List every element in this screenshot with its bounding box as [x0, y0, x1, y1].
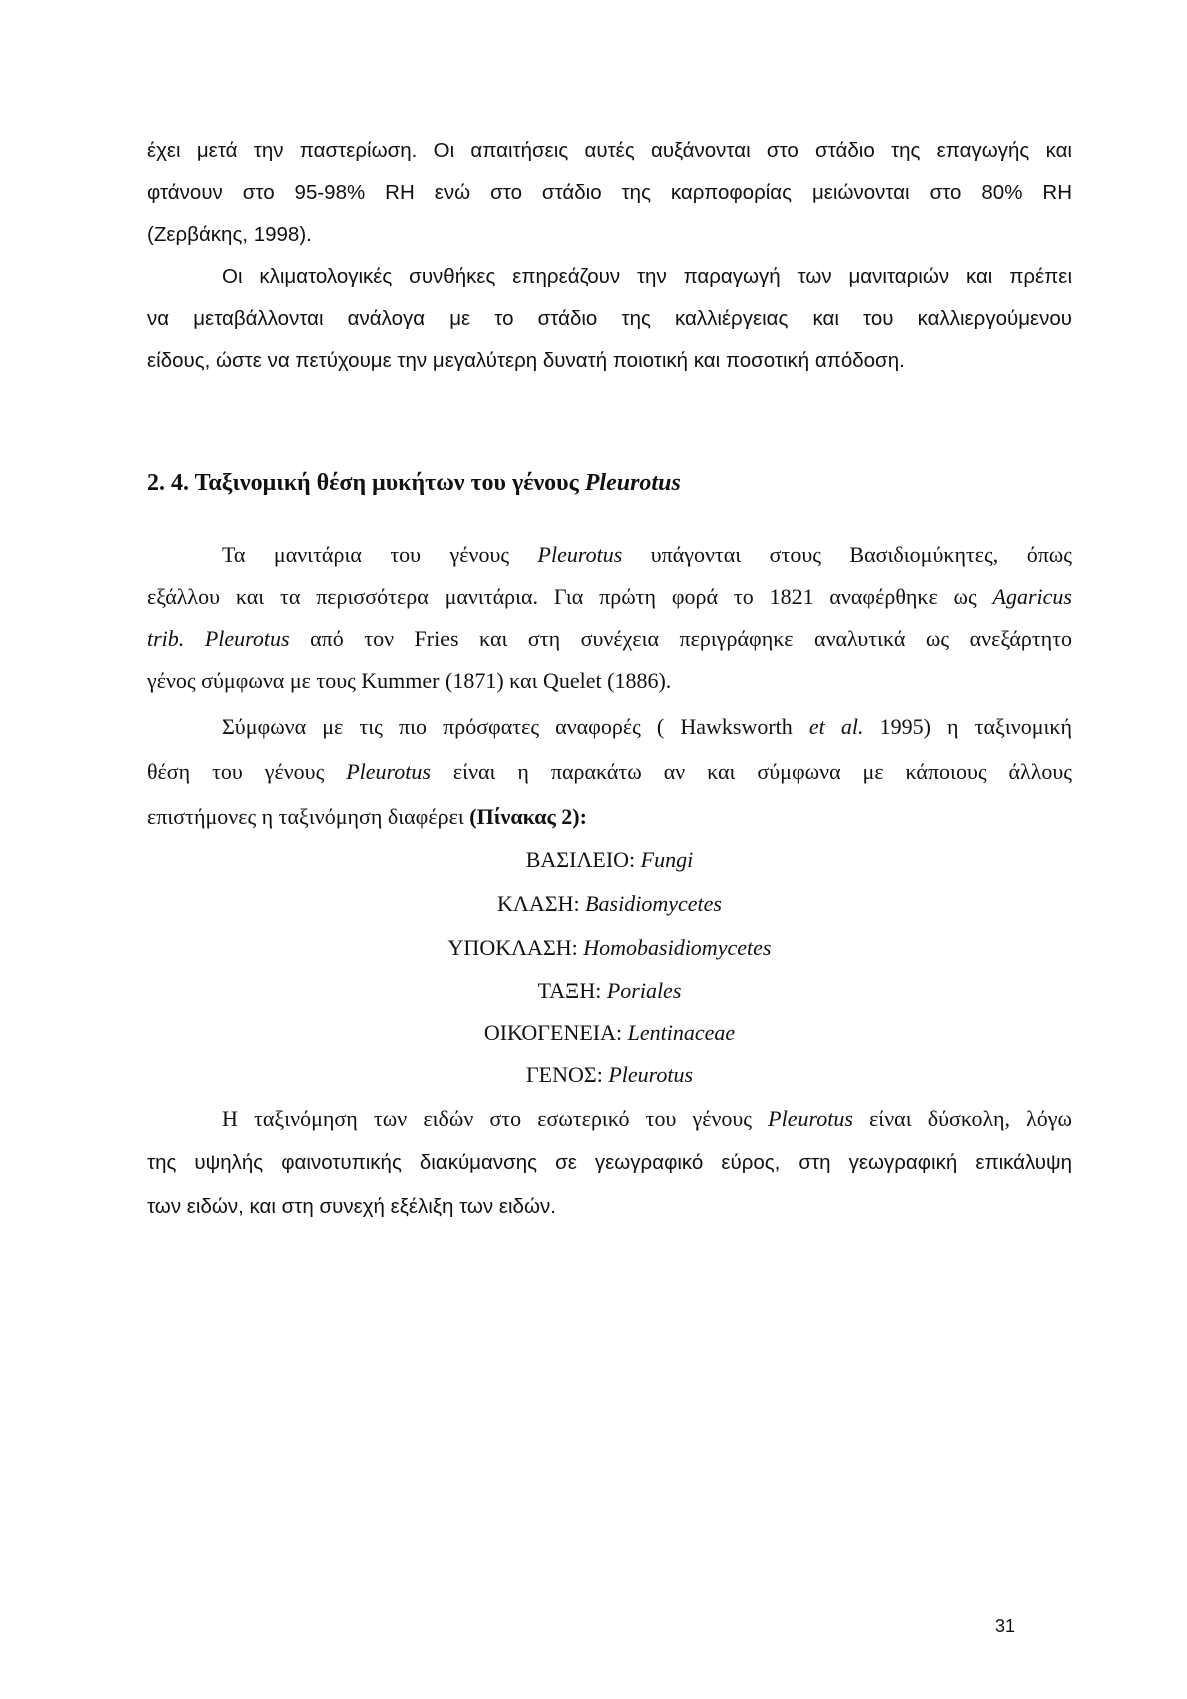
taxonomy-rank: ΥΠΟΚΛΑΣΗ: — [447, 935, 584, 960]
para1-line-4: γένος σύμφωνα με τους Kummer (1871) και Quelet (1886). — [147, 668, 672, 693]
para3-line-2: της υψηλής φαινοτυπικής διακύμανσης σε γεωγραφικό εύρος, στη γεωγραφική επικάλυψη — [147, 1151, 1072, 1174]
para1-text: Τα μανιτάρια του γένους — [222, 542, 538, 567]
intro-line-2: φτάνουν στο 95-98% RH ενώ στο στάδιο της καρποφορίας μειώνονται στο 80% RH — [147, 181, 1072, 204]
citation-etal: et al. — [808, 714, 864, 739]
section-heading — [147, 468, 1072, 498]
para1-text: υπάγονται στους Βασιδιομύκητες, όπως — [622, 542, 1072, 567]
taxon-abbrev: trib. — [147, 626, 185, 651]
para2-line-2 — [147, 757, 1072, 787]
taxonomy-class — [147, 889, 1072, 919]
taxonomy-rank: ΟΙΚΟΓΕΝΕΙΑ: — [483, 1020, 628, 1045]
section-heading-genus: Pleurotus — [584, 470, 681, 496]
genus-name: Pleurotus — [537, 542, 623, 567]
para2-line-3 — [147, 802, 1072, 832]
genus-name: Pleurotus — [346, 759, 431, 784]
taxonomy-genus — [147, 1060, 1072, 1090]
taxonomy-name: Poriales — [606, 978, 682, 1003]
para1-line-3 — [147, 624, 1072, 654]
genus-name: Agaricus — [992, 584, 1072, 609]
taxonomy-rank: ΒΑΣΙΛΕΙΟ: — [525, 847, 641, 872]
para1-text: από τον Fries και στη συνέχεια περιγράφηκε αναλυτικά ως ανεξάρτητο — [289, 626, 1073, 651]
intro-line-1: έχει μετά την παστερίωση. Οι απαιτήσεις αυτές αυξάνονται στο στάδιο της επαγωγής και — [147, 139, 1072, 162]
para3-line-3: των ειδών, και στη συνεχή εξέλιξη των ειδών. — [147, 1195, 556, 1218]
taxonomy-name: Basidiomycetes — [585, 891, 722, 916]
intro-line-4: Οι κλιματολογικές συνθήκες επηρεάζουν την παραγωγή των μανιταριών και πρέπει — [222, 265, 1072, 288]
taxonomy-name: Fungi — [640, 847, 694, 872]
para2-text: επιστήμονες η ταξινόμηση διαφέρει — [147, 804, 470, 829]
taxonomy-name: Lentinaceae — [627, 1020, 736, 1045]
para3-text: Η ταξινόμηση των ειδών στο εσωτερικό του γένους — [222, 1106, 769, 1131]
para2-text: είναι η παρακάτω αν και σύμφωνα με κάποιους άλλους — [430, 759, 1072, 784]
section-heading-text: 2. 4. Ταξινομική θέση μυκήτων του γένους — [147, 470, 585, 496]
taxonomy-order — [147, 976, 1072, 1006]
para2-text: θέση του γένους — [147, 759, 347, 784]
taxonomy-rank: ΤΑΞΗ: — [537, 978, 607, 1003]
para3-line-1 — [222, 1104, 1072, 1134]
table-reference: (Πίνακας 2): — [469, 804, 587, 829]
taxonomy-kingdom — [147, 845, 1072, 875]
intro-line-5: να μεταβάλλονται ανάλογα με το στάδιο της καλλιέργειας και του καλλιεργούμενου — [147, 307, 1072, 330]
para2-text: 1995) η ταξινομική — [863, 714, 1073, 739]
para2-line-1 — [222, 712, 1072, 742]
para2-text: Σύμφωνα με τις πιο πρόσφατες αναφορές ( Hawksworth — [222, 714, 809, 739]
taxonomy-family — [147, 1018, 1072, 1048]
taxonomy-name: Pleurotus — [608, 1062, 694, 1087]
para1-line-1 — [222, 540, 1072, 570]
taxonomy-name: Homobasidiomycetes — [583, 935, 772, 960]
taxonomy-subclass — [147, 933, 1072, 963]
intro-line-3: (Ζερβάκης, 1998). — [147, 223, 312, 246]
para3-text: είναι δύσκολη, λόγω — [852, 1106, 1072, 1131]
taxonomy-rank: ΓΕΝΟΣ: — [525, 1062, 609, 1087]
page-number: 31 — [995, 1616, 1016, 1636]
para1-line-2 — [147, 582, 1072, 612]
para1-text: εξάλλου και τα περισσότερα μανιτάρια. Για πρώτη φορά το 1821 αναφέρθηκε ως — [147, 584, 993, 609]
genus-name: Pleurotus — [204, 626, 290, 651]
taxonomy-rank: ΚΛΑΣΗ: — [497, 891, 586, 916]
genus-name: Pleurotus — [768, 1106, 853, 1131]
intro-line-6: είδους, ώστε να πετύχουμε την μεγαλύτερη δυνατή ποιοτική και ποσοτική απόδοση. — [147, 349, 905, 372]
